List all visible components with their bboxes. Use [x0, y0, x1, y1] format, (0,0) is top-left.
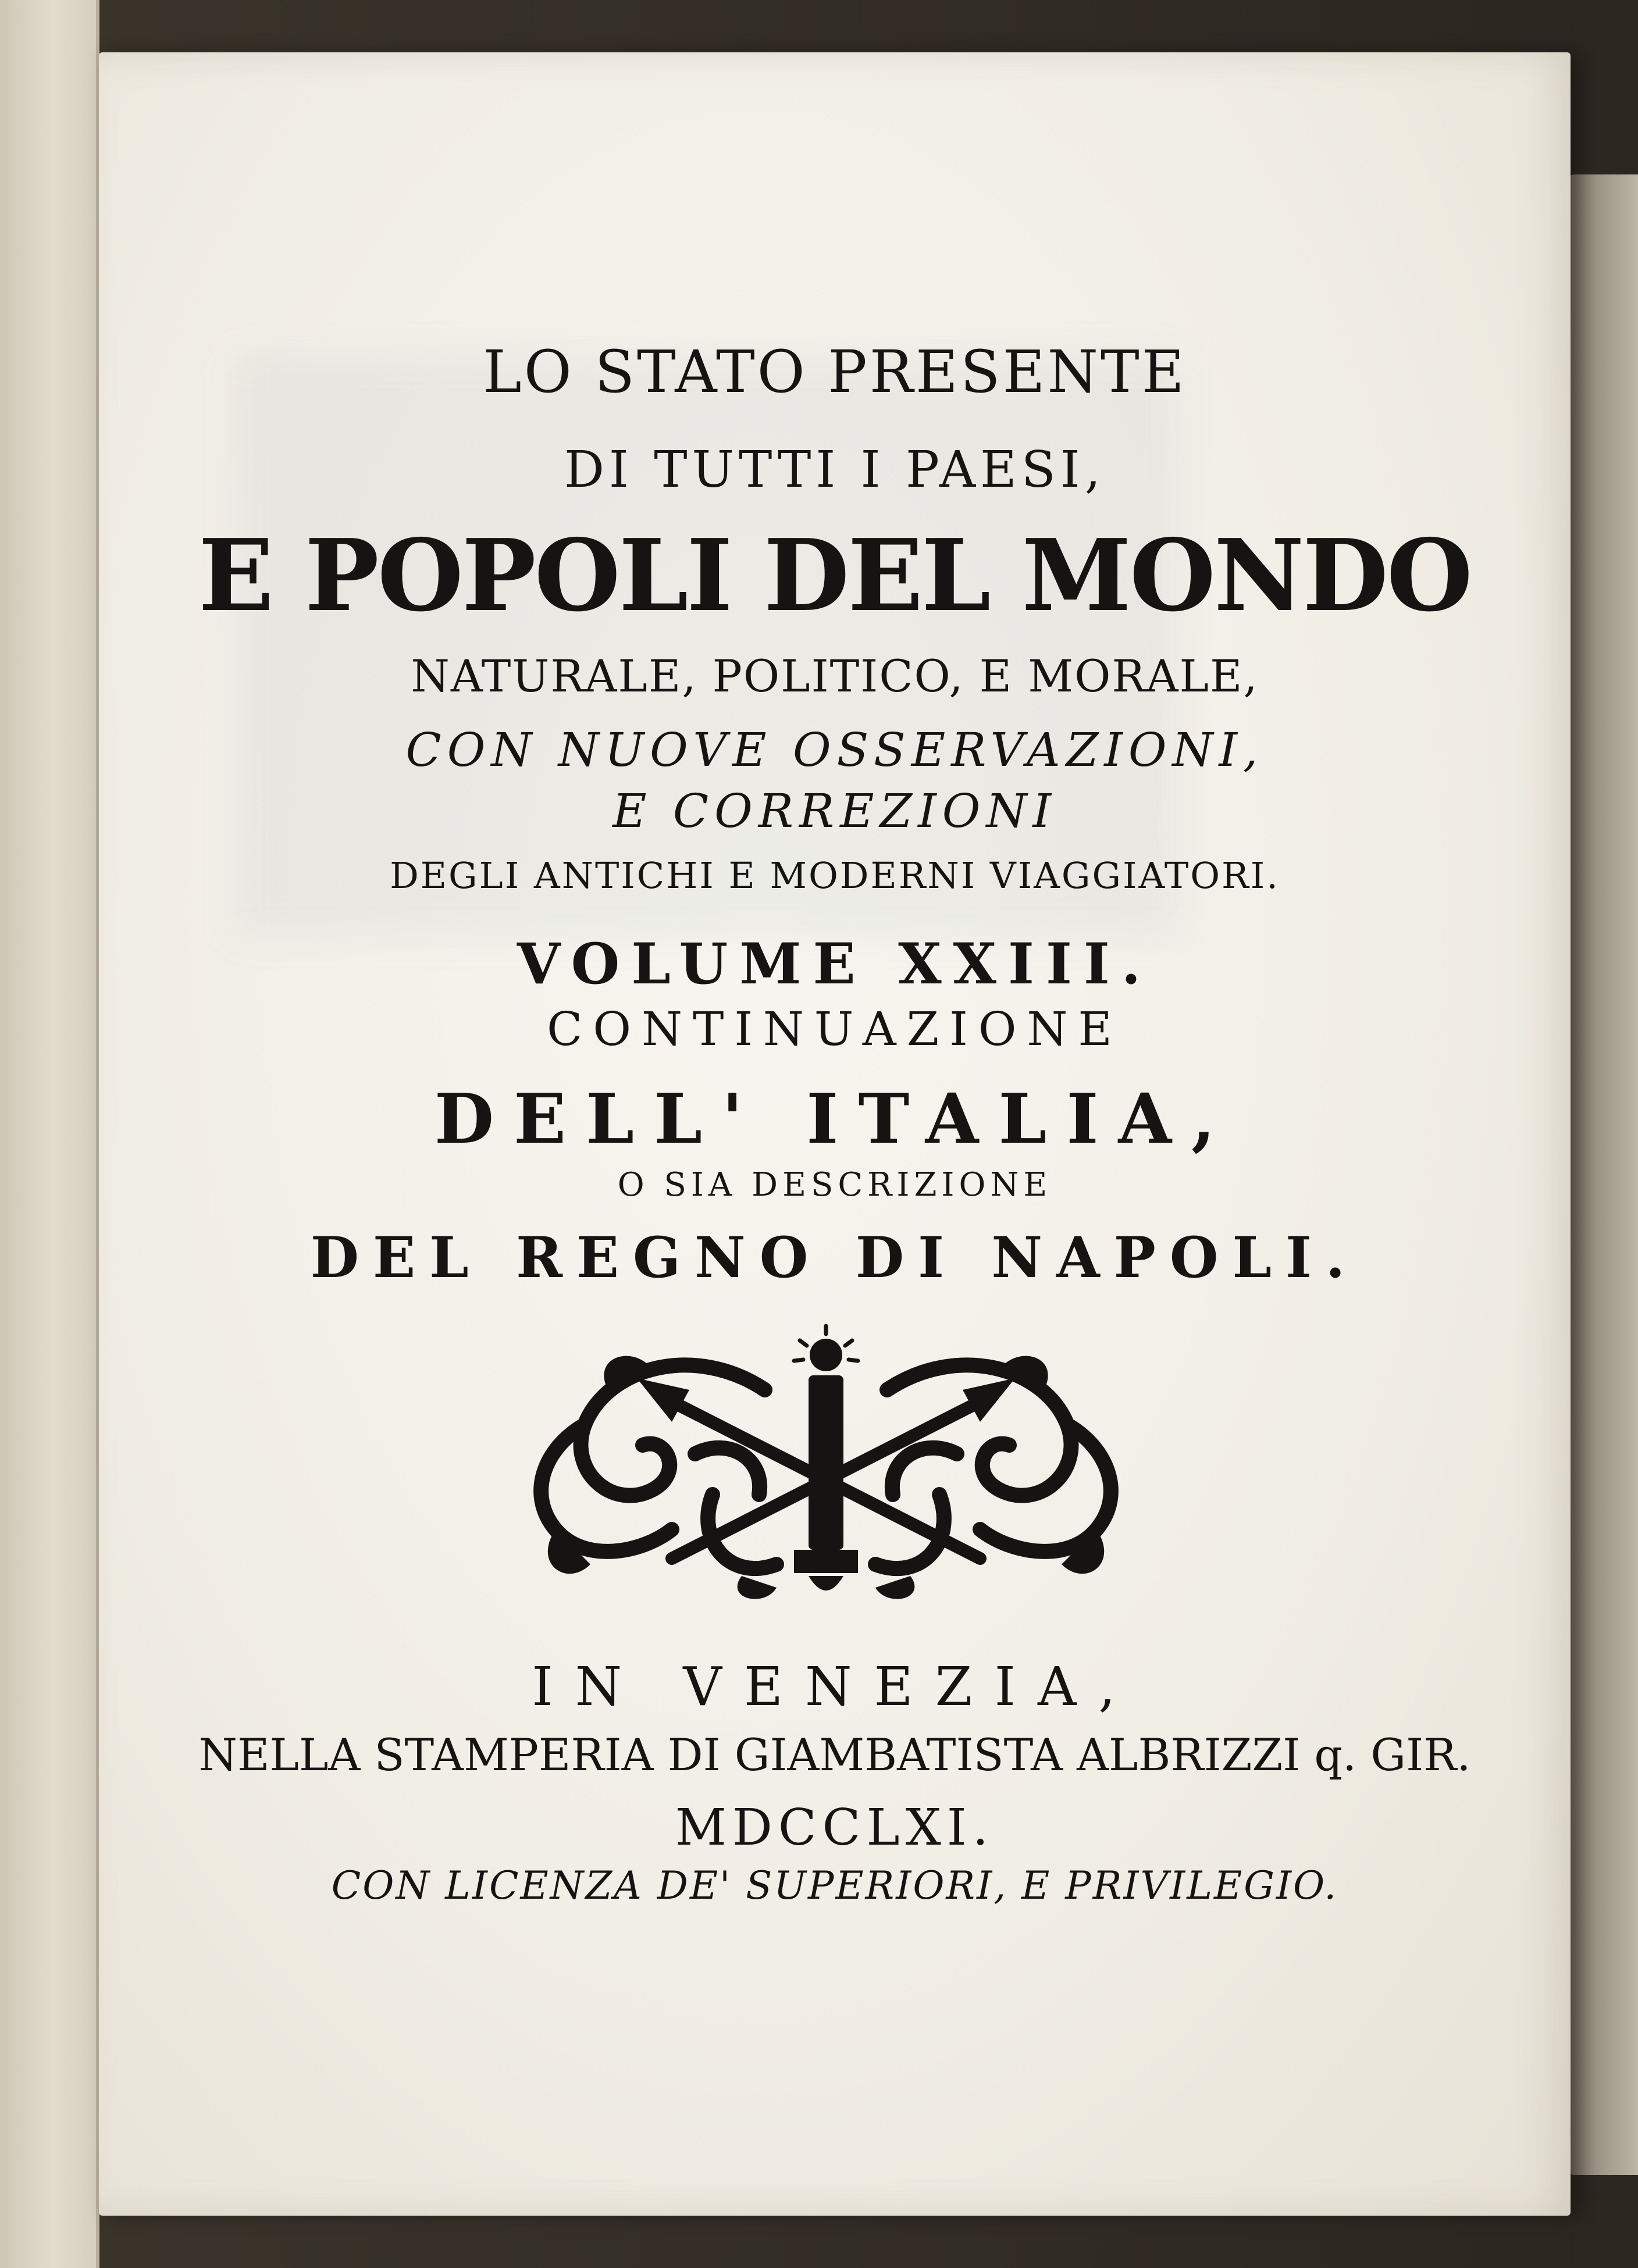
continuation-line: CONTINUAZIONE — [547, 1002, 1123, 1056]
imprint-license: CON LICENZA DE' SUPERIORI, E PRIVILEGIO. — [331, 1863, 1338, 1908]
o-sia-line: O SIA DESCRIZIONE — [617, 1166, 1052, 1204]
book-cover-edge — [1568, 174, 1638, 2175]
title-page — [99, 52, 1571, 2216]
title-line-5: CON NUOVE OSSERVAZIONI, — [405, 723, 1264, 777]
imprint-printer: NELLA STAMPERIA DI GIAMBATISTA ALBRIZZI q. GIR. — [198, 1729, 1471, 1781]
title-line-2: DI TUTTI I PAESI, — [564, 441, 1106, 499]
title-line-1: LO STATO PRESENTE — [483, 338, 1187, 406]
main-title: E POPOLI DEL MONDO — [198, 518, 1471, 634]
imprint-city: IN VENEZIA, — [532, 1656, 1138, 1718]
kingdom-line: DEL REGNO DI NAPOLI. — [310, 1225, 1359, 1290]
printers-ornament-icon — [521, 1320, 1131, 1611]
title-line-7: DEGLI ANTICHI E MODERNI VIAGGIATORI. — [390, 854, 1280, 897]
title-line-6: E CORREZIONI — [613, 784, 1057, 838]
title-line-4: NATURALE, POLITICO, E MORALE, — [411, 650, 1259, 702]
subject-line: DELL' ITALIA, — [434, 1078, 1235, 1159]
left-page-edge — [0, 0, 99, 2268]
imprint-year: MDCCLXI. — [675, 1799, 995, 1857]
volume-number: VOLUME XXIII. — [517, 931, 1153, 997]
